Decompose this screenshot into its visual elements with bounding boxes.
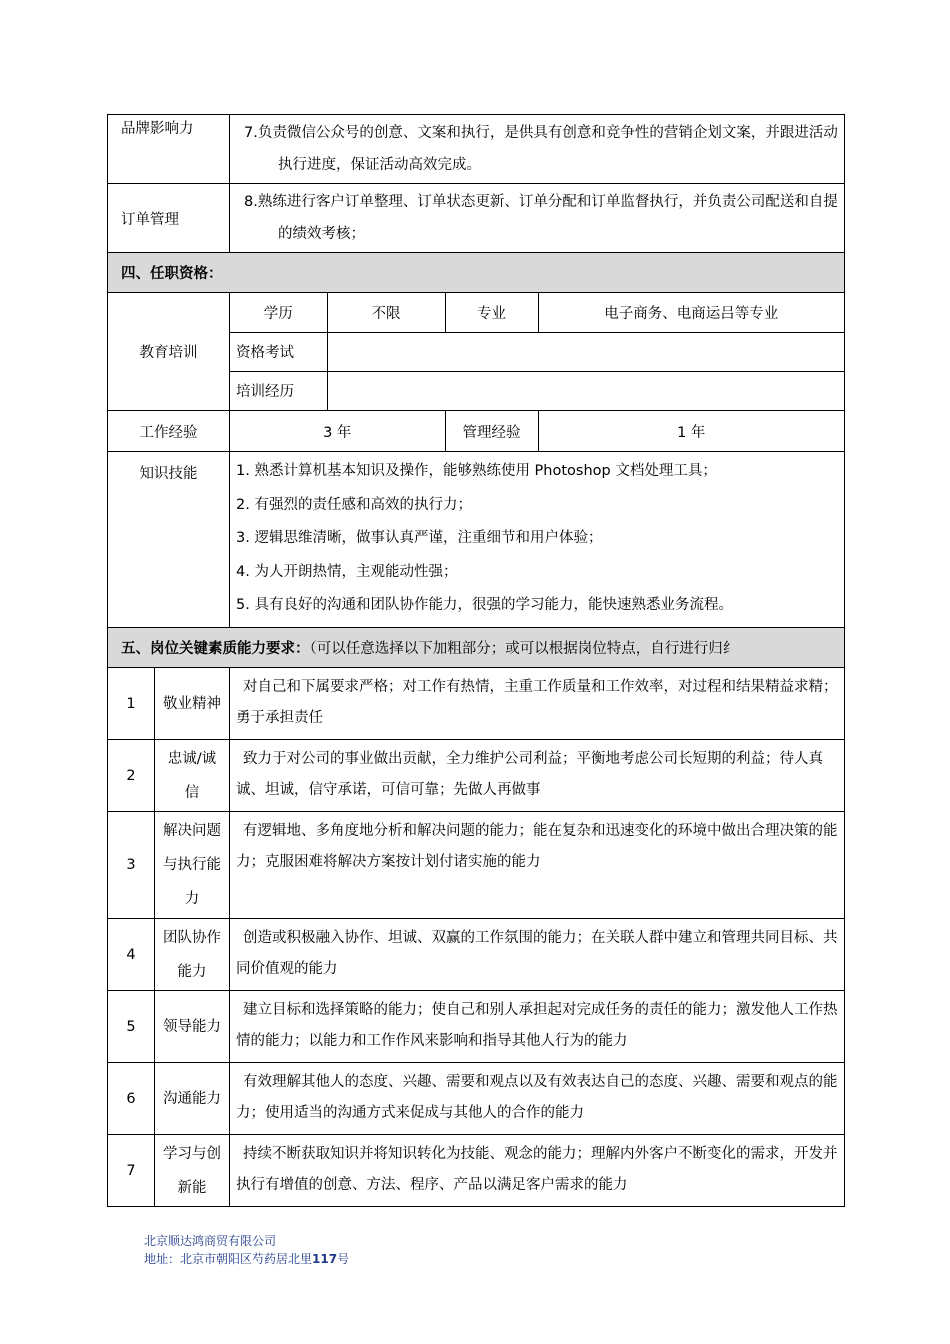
quality-row [108, 812, 845, 919]
education-label: 教育培训 [108, 293, 230, 411]
list-item: 3. 逻辑思维清晰，做事认真严谨，注重细节和用户体验； [236, 530, 603, 546]
quality-row [108, 1063, 845, 1135]
footer-address-prefix: 地址：北京市朝阳区芍药居北里 [144, 1252, 313, 1266]
section-title-text: 五、岗位关键素质能力要求： [121, 641, 310, 657]
row-text [230, 184, 845, 253]
training-value [327, 371, 844, 410]
major-value: 电子商务、电商运吕等专业 [538, 293, 844, 332]
table-row [230, 332, 844, 371]
page-footer [144, 1232, 349, 1268]
list-item: 5. 具有良好的沟通和团队协作能力，很强的学习能力，能快速熟悉业务流程。 [236, 597, 733, 613]
education-row [108, 293, 845, 411]
table-row [108, 184, 845, 253]
skills-label: 知识技能 [108, 452, 230, 628]
training-label: 培训经历 [230, 371, 327, 410]
list-item: 2. 有强烈的责任感和高效的执行力； [236, 496, 472, 513]
quality-description-text: 致力于对公司的事业做出贡献，全力维护公司利益；平衡地考虑公司长短期的利益；待人真诚、坦诚，信守承诺，可信可靠；先做人再做事 [236, 751, 823, 798]
quality-description-text: 有效理解其他人的态度、兴趣、需要和观点以及有效表达自己的态度、兴趣、需要和观点的能力；使用适当的沟通方式来促成与其他人的合作的能力 [236, 1074, 838, 1121]
degree-label: 学历 [230, 293, 327, 332]
quality-name: 沟通能力 [155, 1063, 230, 1135]
experience-subtable [230, 411, 844, 451]
quality-name: 敬业精神 [155, 668, 230, 740]
quality-description-text: 对自己和下属要求严格；对工作有热情，主重工作质量和工作效率，对过程和结果精益求精；勇于承担责任 [236, 679, 838, 726]
quality-row [108, 740, 845, 812]
table-row [230, 293, 844, 332]
quality-description [230, 919, 845, 991]
quality-number: 5 [108, 991, 155, 1063]
row-label: 订单管理 [108, 184, 230, 253]
job-description-table [107, 114, 845, 1207]
quality-description [230, 991, 845, 1063]
quality-name: 团队协作能力 [155, 919, 230, 991]
skills-row [108, 452, 845, 628]
quality-description [230, 1135, 845, 1207]
quality-number: 6 [108, 1063, 155, 1135]
quality-row [108, 668, 845, 740]
footer-address-suffix: 号 [337, 1252, 350, 1266]
quality-row [108, 991, 845, 1063]
duty-text: 7.负责微信公众号的创意、文案和执行，是供具有创意和竞争性的营销企划文案，并跟进活动执行进度，保证活动高效完成。 [244, 125, 838, 173]
row-label: 品牌影响力 [108, 115, 230, 184]
section-header-row [108, 628, 845, 668]
quality-name: 解决问题与执行能力 [155, 812, 230, 919]
mgmt-value: 1 年 [677, 424, 706, 441]
duty-text: 8.熟练进行客户订单整理、订单状态更新、订单分配和订单监督执行，并负责公司配送和自提的绩效考核； [244, 194, 838, 242]
education-subtable [230, 293, 844, 410]
quality-name: 忠诚/诚信 [155, 740, 230, 812]
quality-description [230, 812, 845, 919]
education-cell [230, 293, 845, 411]
list-item: 1. 熟悉计算机基本知识及操作，能够熟练使用 Photoshop 文档处理工具； [236, 463, 717, 479]
experience-row [108, 411, 845, 452]
exam-label: 资格考试 [230, 332, 327, 371]
table-row [108, 115, 845, 184]
quality-row [108, 1135, 845, 1207]
quality-number: 2 [108, 740, 155, 812]
quality-number: 7 [108, 1135, 155, 1207]
quality-description-text: 创造或积极融入协作、坦诚、双赢的工作氛围的能力；在关联人群中建立和管理共同目标、共同价值观的能力 [236, 930, 838, 977]
row-text [230, 115, 845, 184]
table-row [230, 371, 844, 410]
quality-description-text: 建立目标和选择策略的能力；使自己和别人承担起对完成任务的责任的能力；激发他人工作热情的能力；以能力和工作作风来影响和指导其他人行为的能力 [236, 1002, 838, 1049]
quality-description-text: 有逻辑地、多角度地分析和解决问题的能力；能在复杂和迅速变化的环境中做出合理决策的能力；克服困难将解决方案按计划付诸实施的能力 [236, 823, 838, 870]
footer-address [144, 1250, 349, 1268]
quality-description [230, 668, 845, 740]
quality-number: 4 [108, 919, 155, 991]
quality-row [108, 919, 845, 991]
section-title [108, 628, 845, 668]
mgmt-label: 管理经验 [445, 411, 538, 451]
exam-value [327, 332, 844, 371]
quality-description [230, 740, 845, 812]
quality-number: 1 [108, 668, 155, 740]
footer-company: 北京顺达鸿商贸有限公司 [144, 1234, 277, 1248]
quality-name: 学习与创新能 [155, 1135, 230, 1207]
section-header-row [108, 253, 845, 293]
major-label: 专业 [445, 293, 538, 332]
skills-list [230, 452, 845, 628]
degree-value: 不限 [327, 293, 445, 332]
quality-description-text: 持续不断获取知识并将知识转化为技能、观念的能力；理解内外客户不断变化的需求，开发并执行有增值的创意、方法、程序、产品以满足客户需求的能力 [236, 1146, 838, 1193]
list-item: 4. 为人开朗热情，主观能动性强； [236, 563, 458, 580]
section-note: （可以任意选择以下加粗部分；或可以根据岗位特点，自行进行归纟 [309, 641, 738, 657]
experience-label: 工作经验 [108, 411, 230, 452]
quality-name: 领导能力 [155, 991, 230, 1063]
quality-number: 3 [108, 812, 155, 919]
footer-address-number: 117 [312, 1252, 338, 1266]
table-row [230, 411, 844, 451]
section-title: 四、任职资格： [108, 253, 845, 293]
experience-cell [230, 411, 845, 452]
experience-value: 3 年 [230, 411, 445, 451]
quality-description [230, 1063, 845, 1135]
